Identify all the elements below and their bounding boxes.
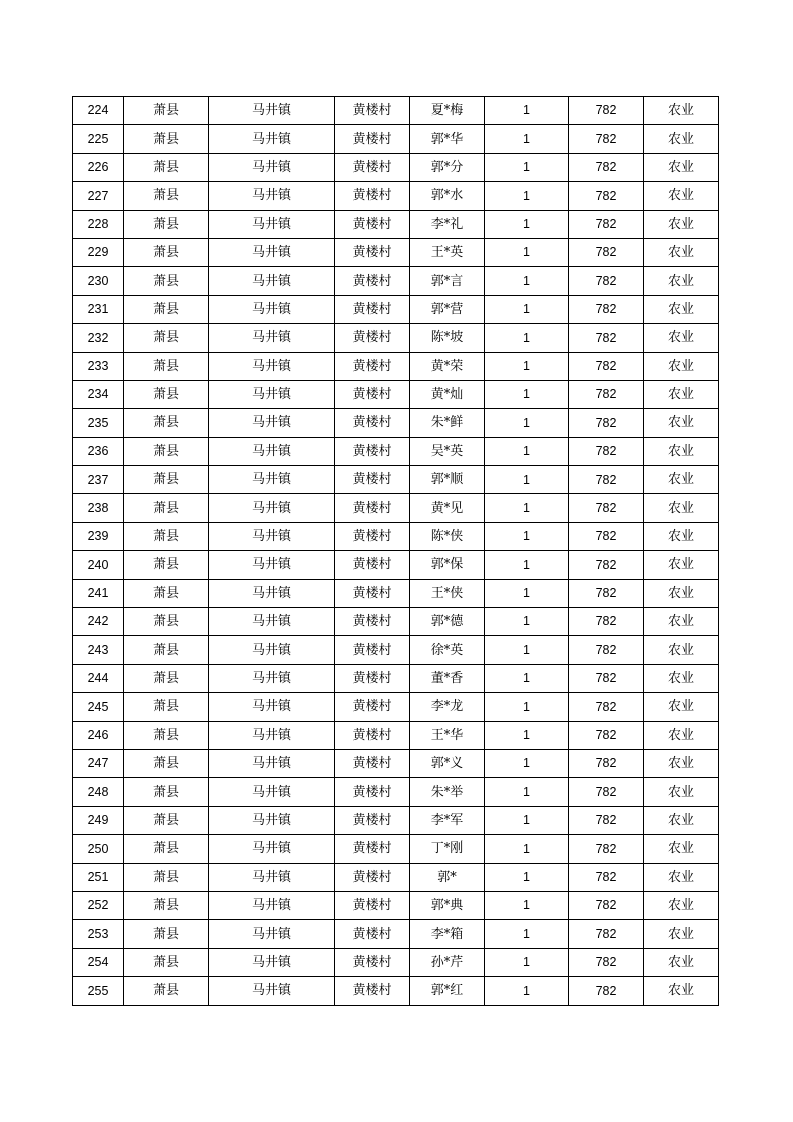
county-cell: 萧县 [124, 210, 209, 238]
row-number-cell: 243 [73, 636, 124, 664]
town-cell: 马井镇 [209, 466, 335, 494]
town-cell: 马井镇 [209, 778, 335, 806]
count-cell: 1 [485, 182, 569, 210]
count-cell: 1 [485, 579, 569, 607]
count-cell: 1 [485, 380, 569, 408]
count-cell: 1 [485, 920, 569, 948]
village-cell: 黄楼村 [335, 948, 410, 976]
name-cell: 李*箱 [410, 920, 485, 948]
village-cell: 黄楼村 [335, 238, 410, 266]
town-cell: 马井镇 [209, 409, 335, 437]
name-cell: 郭*华 [410, 125, 485, 153]
amount-cell: 782 [569, 664, 644, 692]
row-number-cell: 241 [73, 579, 124, 607]
amount-cell: 782 [569, 636, 644, 664]
row-number-cell: 238 [73, 494, 124, 522]
household-type-cell: 农业 [644, 608, 719, 636]
row-number-cell: 251 [73, 863, 124, 891]
count-cell: 1 [485, 409, 569, 437]
county-cell: 萧县 [124, 977, 209, 1005]
name-cell: 郭*典 [410, 891, 485, 919]
count-cell: 1 [485, 125, 569, 153]
household-type-cell: 农业 [644, 579, 719, 607]
town-cell: 马井镇 [209, 693, 335, 721]
table-row [73, 380, 719, 408]
county-cell: 萧县 [124, 721, 209, 749]
table-row [73, 238, 719, 266]
town-cell: 马井镇 [209, 210, 335, 238]
village-cell: 黄楼村 [335, 579, 410, 607]
table-row [73, 153, 719, 181]
table-row [73, 494, 719, 522]
name-cell: 郭*言 [410, 267, 485, 295]
household-type-cell: 农业 [644, 97, 719, 125]
county-cell: 萧县 [124, 891, 209, 919]
county-cell: 萧县 [124, 324, 209, 352]
county-cell: 萧县 [124, 494, 209, 522]
name-cell: 郭*营 [410, 295, 485, 323]
table-row [73, 920, 719, 948]
village-cell: 黄楼村 [335, 920, 410, 948]
household-type-cell: 农业 [644, 806, 719, 834]
household-type-cell: 农业 [644, 891, 719, 919]
county-cell: 萧县 [124, 466, 209, 494]
amount-cell: 782 [569, 721, 644, 749]
name-cell: 孙*芹 [410, 948, 485, 976]
county-cell: 萧县 [124, 693, 209, 721]
household-type-cell: 农业 [644, 238, 719, 266]
amount-cell: 782 [569, 977, 644, 1005]
count-cell: 1 [485, 693, 569, 721]
table-row [73, 778, 719, 806]
town-cell: 马井镇 [209, 238, 335, 266]
household-type-cell: 农业 [644, 948, 719, 976]
amount-cell: 782 [569, 295, 644, 323]
table-row [73, 806, 719, 834]
row-number-cell: 242 [73, 608, 124, 636]
row-number-cell: 234 [73, 380, 124, 408]
town-cell: 马井镇 [209, 608, 335, 636]
household-type-cell: 农业 [644, 749, 719, 777]
household-type-cell: 农业 [644, 437, 719, 465]
amount-cell: 782 [569, 579, 644, 607]
count-cell: 1 [485, 238, 569, 266]
table-row [73, 977, 719, 1005]
amount-cell: 782 [569, 920, 644, 948]
town-cell: 马井镇 [209, 437, 335, 465]
household-type-cell: 农业 [644, 721, 719, 749]
amount-cell: 782 [569, 863, 644, 891]
household-type-cell: 农业 [644, 664, 719, 692]
village-cell: 黄楼村 [335, 551, 410, 579]
row-number-cell: 230 [73, 267, 124, 295]
amount-cell: 782 [569, 466, 644, 494]
name-cell: 丁*刚 [410, 835, 485, 863]
amount-cell: 782 [569, 551, 644, 579]
county-cell: 萧县 [124, 551, 209, 579]
town-cell: 马井镇 [209, 97, 335, 125]
village-cell: 黄楼村 [335, 210, 410, 238]
row-number-cell: 247 [73, 749, 124, 777]
table-row [73, 182, 719, 210]
name-cell: 李*军 [410, 806, 485, 834]
county-cell: 萧县 [124, 352, 209, 380]
row-number-cell: 245 [73, 693, 124, 721]
county-cell: 萧县 [124, 97, 209, 125]
name-cell: 徐*英 [410, 636, 485, 664]
amount-cell: 782 [569, 324, 644, 352]
village-cell: 黄楼村 [335, 891, 410, 919]
amount-cell: 782 [569, 97, 644, 125]
county-cell: 萧县 [124, 522, 209, 550]
count-cell: 1 [485, 522, 569, 550]
town-cell: 马井镇 [209, 891, 335, 919]
village-cell: 黄楼村 [335, 380, 410, 408]
village-cell: 黄楼村 [335, 608, 410, 636]
count-cell: 1 [485, 664, 569, 692]
county-cell: 萧县 [124, 125, 209, 153]
table-row [73, 863, 719, 891]
table-row [73, 210, 719, 238]
row-number-cell: 233 [73, 352, 124, 380]
row-number-cell: 228 [73, 210, 124, 238]
village-cell: 黄楼村 [335, 97, 410, 125]
village-cell: 黄楼村 [335, 153, 410, 181]
amount-cell: 782 [569, 352, 644, 380]
name-cell: 郭*红 [410, 977, 485, 1005]
name-cell: 李*龙 [410, 693, 485, 721]
amount-cell: 782 [569, 778, 644, 806]
name-cell: 夏*梅 [410, 97, 485, 125]
table-row [73, 636, 719, 664]
table-row [73, 721, 719, 749]
name-cell: 黄*灿 [410, 380, 485, 408]
amount-cell: 782 [569, 948, 644, 976]
county-cell: 萧县 [124, 636, 209, 664]
county-cell: 萧县 [124, 380, 209, 408]
county-cell: 萧县 [124, 295, 209, 323]
name-cell: 黄*见 [410, 494, 485, 522]
county-cell: 萧县 [124, 778, 209, 806]
household-type-cell: 农业 [644, 324, 719, 352]
amount-cell: 782 [569, 608, 644, 636]
county-cell: 萧县 [124, 579, 209, 607]
village-cell: 黄楼村 [335, 664, 410, 692]
county-cell: 萧县 [124, 863, 209, 891]
row-number-cell: 249 [73, 806, 124, 834]
household-type-cell: 农业 [644, 835, 719, 863]
county-cell: 萧县 [124, 153, 209, 181]
county-cell: 萧县 [124, 806, 209, 834]
row-number-cell: 225 [73, 125, 124, 153]
row-number-cell: 227 [73, 182, 124, 210]
amount-cell: 782 [569, 437, 644, 465]
table-row [73, 324, 719, 352]
town-cell: 马井镇 [209, 749, 335, 777]
table-row [73, 125, 719, 153]
village-cell: 黄楼村 [335, 835, 410, 863]
amount-cell: 782 [569, 210, 644, 238]
count-cell: 1 [485, 891, 569, 919]
village-cell: 黄楼村 [335, 522, 410, 550]
row-number-cell: 224 [73, 97, 124, 125]
village-cell: 黄楼村 [335, 437, 410, 465]
name-cell: 吴*英 [410, 437, 485, 465]
town-cell: 马井镇 [209, 125, 335, 153]
table-row [73, 579, 719, 607]
amount-cell: 782 [569, 891, 644, 919]
name-cell: 郭* [410, 863, 485, 891]
row-number-cell: 240 [73, 551, 124, 579]
amount-cell: 782 [569, 125, 644, 153]
town-cell: 马井镇 [209, 324, 335, 352]
village-cell: 黄楼村 [335, 778, 410, 806]
town-cell: 马井镇 [209, 863, 335, 891]
table-row [73, 97, 719, 125]
household-type-cell: 农业 [644, 977, 719, 1005]
village-cell: 黄楼村 [335, 352, 410, 380]
count-cell: 1 [485, 749, 569, 777]
amount-cell: 782 [569, 693, 644, 721]
count-cell: 1 [485, 608, 569, 636]
household-type-cell: 农业 [644, 380, 719, 408]
village-cell: 黄楼村 [335, 295, 410, 323]
name-cell: 王*英 [410, 238, 485, 266]
row-number-cell: 235 [73, 409, 124, 437]
county-cell: 萧县 [124, 182, 209, 210]
village-cell: 黄楼村 [335, 863, 410, 891]
village-cell: 黄楼村 [335, 721, 410, 749]
household-type-cell: 农业 [644, 522, 719, 550]
row-number-cell: 246 [73, 721, 124, 749]
row-number-cell: 250 [73, 835, 124, 863]
amount-cell: 782 [569, 409, 644, 437]
table-row [73, 352, 719, 380]
count-cell: 1 [485, 636, 569, 664]
name-cell: 郭*保 [410, 551, 485, 579]
roster-table [72, 96, 719, 1006]
town-cell: 马井镇 [209, 551, 335, 579]
county-cell: 萧县 [124, 267, 209, 295]
amount-cell: 782 [569, 267, 644, 295]
household-type-cell: 农业 [644, 494, 719, 522]
town-cell: 马井镇 [209, 380, 335, 408]
town-cell: 马井镇 [209, 153, 335, 181]
town-cell: 马井镇 [209, 295, 335, 323]
row-number-cell: 255 [73, 977, 124, 1005]
town-cell: 马井镇 [209, 267, 335, 295]
town-cell: 马井镇 [209, 835, 335, 863]
village-cell: 黄楼村 [335, 977, 410, 1005]
table-row [73, 948, 719, 976]
table-row [73, 267, 719, 295]
table-row [73, 749, 719, 777]
row-number-cell: 248 [73, 778, 124, 806]
county-cell: 萧县 [124, 664, 209, 692]
household-type-cell: 农业 [644, 863, 719, 891]
row-number-cell: 231 [73, 295, 124, 323]
count-cell: 1 [485, 324, 569, 352]
row-number-cell: 252 [73, 891, 124, 919]
household-type-cell: 农业 [644, 693, 719, 721]
name-cell: 董*香 [410, 664, 485, 692]
town-cell: 马井镇 [209, 920, 335, 948]
amount-cell: 782 [569, 153, 644, 181]
count-cell: 1 [485, 267, 569, 295]
household-type-cell: 农业 [644, 125, 719, 153]
county-cell: 萧县 [124, 948, 209, 976]
row-number-cell: 239 [73, 522, 124, 550]
name-cell: 朱*举 [410, 778, 485, 806]
count-cell: 1 [485, 778, 569, 806]
village-cell: 黄楼村 [335, 466, 410, 494]
household-type-cell: 农业 [644, 551, 719, 579]
town-cell: 马井镇 [209, 352, 335, 380]
town-cell: 马井镇 [209, 494, 335, 522]
county-cell: 萧县 [124, 835, 209, 863]
count-cell: 1 [485, 806, 569, 834]
village-cell: 黄楼村 [335, 749, 410, 777]
table-row [73, 437, 719, 465]
village-cell: 黄楼村 [335, 494, 410, 522]
town-cell: 马井镇 [209, 977, 335, 1005]
village-cell: 黄楼村 [335, 267, 410, 295]
county-cell: 萧县 [124, 920, 209, 948]
town-cell: 马井镇 [209, 636, 335, 664]
name-cell: 李*礼 [410, 210, 485, 238]
village-cell: 黄楼村 [335, 182, 410, 210]
household-type-cell: 农业 [644, 920, 719, 948]
household-type-cell: 农业 [644, 636, 719, 664]
name-cell: 陈*坡 [410, 324, 485, 352]
town-cell: 马井镇 [209, 948, 335, 976]
amount-cell: 782 [569, 749, 644, 777]
count-cell: 1 [485, 210, 569, 238]
count-cell: 1 [485, 863, 569, 891]
village-cell: 黄楼村 [335, 636, 410, 664]
row-number-cell: 236 [73, 437, 124, 465]
name-cell: 郭*顺 [410, 466, 485, 494]
county-cell: 萧县 [124, 749, 209, 777]
name-cell: 郭*水 [410, 182, 485, 210]
amount-cell: 782 [569, 806, 644, 834]
count-cell: 1 [485, 437, 569, 465]
town-cell: 马井镇 [209, 806, 335, 834]
table-row [73, 409, 719, 437]
count-cell: 1 [485, 721, 569, 749]
county-cell: 萧县 [124, 238, 209, 266]
household-type-cell: 农业 [644, 210, 719, 238]
household-type-cell: 农业 [644, 295, 719, 323]
count-cell: 1 [485, 153, 569, 181]
village-cell: 黄楼村 [335, 324, 410, 352]
name-cell: 郭*分 [410, 153, 485, 181]
name-cell: 朱*鲜 [410, 409, 485, 437]
town-cell: 马井镇 [209, 664, 335, 692]
count-cell: 1 [485, 295, 569, 323]
household-type-cell: 农业 [644, 409, 719, 437]
table-row [73, 693, 719, 721]
village-cell: 黄楼村 [335, 125, 410, 153]
county-cell: 萧县 [124, 437, 209, 465]
name-cell: 郭*德 [410, 608, 485, 636]
name-cell: 王*华 [410, 721, 485, 749]
amount-cell: 782 [569, 182, 644, 210]
roster-body [73, 97, 719, 1006]
household-type-cell: 农业 [644, 182, 719, 210]
household-type-cell: 农业 [644, 778, 719, 806]
row-number-cell: 226 [73, 153, 124, 181]
table-row [73, 835, 719, 863]
table-row [73, 551, 719, 579]
row-number-cell: 237 [73, 466, 124, 494]
count-cell: 1 [485, 352, 569, 380]
count-cell: 1 [485, 466, 569, 494]
village-cell: 黄楼村 [335, 409, 410, 437]
household-type-cell: 农业 [644, 466, 719, 494]
amount-cell: 782 [569, 380, 644, 408]
count-cell: 1 [485, 97, 569, 125]
town-cell: 马井镇 [209, 579, 335, 607]
amount-cell: 782 [569, 494, 644, 522]
table-row [73, 522, 719, 550]
amount-cell: 782 [569, 835, 644, 863]
household-type-cell: 农业 [644, 153, 719, 181]
row-number-cell: 232 [73, 324, 124, 352]
name-cell: 陈*侠 [410, 522, 485, 550]
count-cell: 1 [485, 948, 569, 976]
table-row [73, 295, 719, 323]
household-type-cell: 农业 [644, 352, 719, 380]
village-cell: 黄楼村 [335, 693, 410, 721]
town-cell: 马井镇 [209, 182, 335, 210]
count-cell: 1 [485, 835, 569, 863]
count-cell: 1 [485, 494, 569, 522]
amount-cell: 782 [569, 238, 644, 266]
count-cell: 1 [485, 551, 569, 579]
name-cell: 黄*荣 [410, 352, 485, 380]
town-cell: 马井镇 [209, 721, 335, 749]
town-cell: 马井镇 [209, 522, 335, 550]
table-row [73, 664, 719, 692]
household-type-cell: 农业 [644, 267, 719, 295]
amount-cell: 782 [569, 522, 644, 550]
name-cell: 王*侠 [410, 579, 485, 607]
row-number-cell: 254 [73, 948, 124, 976]
row-number-cell: 244 [73, 664, 124, 692]
name-cell: 郭*义 [410, 749, 485, 777]
row-number-cell: 253 [73, 920, 124, 948]
row-number-cell: 229 [73, 238, 124, 266]
count-cell: 1 [485, 977, 569, 1005]
table-row [73, 891, 719, 919]
table-row [73, 608, 719, 636]
village-cell: 黄楼村 [335, 806, 410, 834]
county-cell: 萧县 [124, 608, 209, 636]
table-row [73, 466, 719, 494]
county-cell: 萧县 [124, 409, 209, 437]
